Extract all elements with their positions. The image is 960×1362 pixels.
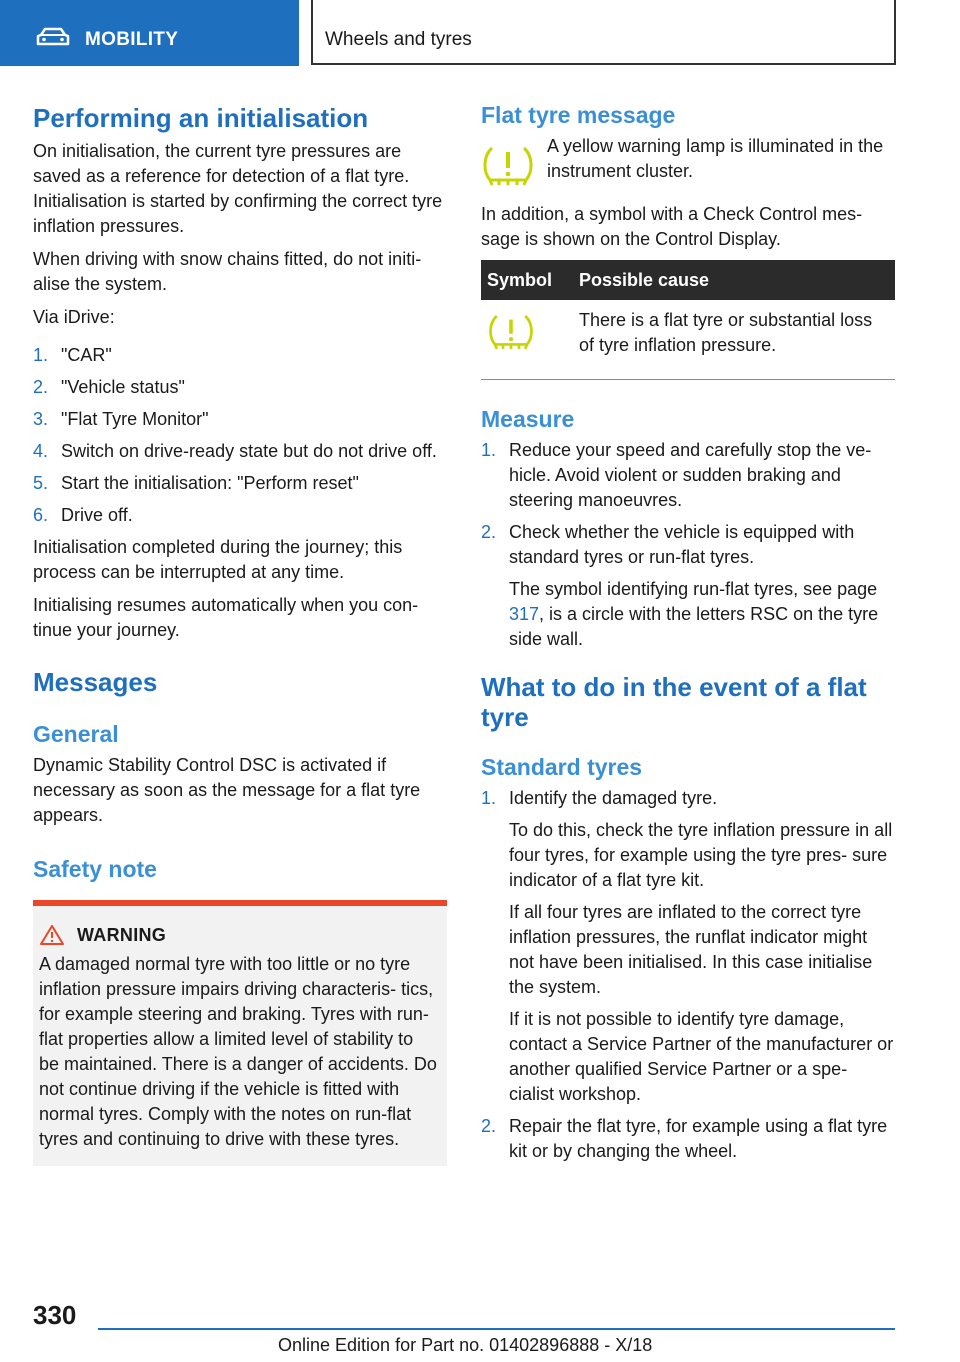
flat-paragraph: In addition, a symbol with a Check Control mes- sage is shown on the Control Display. [481,204,863,249]
symbol-table [481,260,895,380]
table-cell-cause: There is a flat tyre or substantial loss of tyre inflation pressure. [573,300,895,380]
list-item: 2. Repair the flat tyre, for example using a flat tyre kit or by changing the wheel. [481,1116,888,1161]
page-number: 330 [33,1300,77,1330]
section-title: MOBILITY [85,29,179,50]
page-link[interactable]: 317 [509,604,540,624]
car-icon [36,27,70,47]
list-item: 2. "Vehicle status" [33,377,185,397]
list-item: 6. Drive off. [33,505,133,525]
footer-divider [98,1328,895,1330]
list-item: 5. Start the initialisation: "Perform reset" [33,473,359,493]
init-paragraph-2: When driving with snow chains fitted, do not initi- alise the system. [33,249,422,294]
measure-list [481,438,895,652]
tyre-pressure-symbol-icon [487,310,535,354]
list-item: 1. Identify the damaged tyre. To do this, check the tyre inflation pressure in all four tyres, for example using the tyre pres- sure indicator of a flat tyre kit. If all four tyres are inflated to the correct tyre inflation pressures, the runflat indicator might not have been initialised. In this case initialise the system. If it is not possible to identify tyre damage, contact a Service Partner of the manufacturer or another qualified Service Partner or a spe- cialist workshop. [481,788,894,1104]
safety-note-heading: Safety note [33,856,157,882]
init-paragraph-3: Via iDrive: [33,307,115,327]
list-item: 1. Reduce your speed and carefully stop the ve- hicle. Avoid violent or sudden braking and steering manoeuvres. [481,440,872,510]
table-header-symbol: Symbol [481,260,573,300]
section-tab [0,0,299,66]
init-paragraph-1: On initialisation, the current tyre pressures are saved as a reference for detection of a flat tyre. Initialisation is started by confirming the correct tyre inflation pressures. [33,141,443,236]
init-paragraph-5: Initialising resumes automatically when you con- tinue your journey. [33,595,419,640]
chapter-title: Wheels and tyres [325,29,472,50]
warning-triangle-icon [39,924,65,946]
list-item: 4. Switch on drive-ready state but do not drive off. [33,441,437,461]
left-column [33,100,447,1166]
list-item: 3. "Flat Tyre Monitor" [33,409,209,429]
init-heading: Performing an initialisation [33,103,369,133]
chapter-tab [312,0,896,65]
warning-text: A damaged normal tyre with too little or no tyre inflation pressure impairs driving characteris- tics, for example steering and braking. Tyres with run-flat properties allow a limited level of stability to be maintained. There is a danger of accidents. Do not continue driving if the vehicle is fitted with normal tyres. Comply with the notes on run-flat tyres and continuing to drive with these tyres. [39,954,437,1149]
run-flat-note: The symbol identifying run-flat tyres, see page 317, is a circle with the letters RSC on the tyre side wall. [509,579,879,649]
standard-tyres-list [481,786,895,1164]
right-column [481,100,895,1171]
list-item: 2. Check whether the vehicle is equipped with standard tyres or run-flat tyres. The symbol identifying run-flat tyres, see page 317, is a circle with the letters RSC on the tyre side wall. [481,520,895,652]
init-steps-list [33,343,447,528]
warning-label: WARNING [77,924,167,945]
warning-box [33,900,447,1166]
flat-tyre-message-heading: Flat tyre message [481,102,676,128]
list-item: 1. "CAR" [33,345,112,365]
init-paragraph-4: Initialisation completed during the journey; this process can be interrupted at any time. [33,537,403,582]
general-paragraph: Dynamic Stability Control DSC is activated if necessary as soon as the message for a flat tyre appears. [33,755,421,825]
general-heading: General [33,721,119,747]
table-row [481,300,895,380]
standard-tyres-heading: Standard tyres [481,754,643,780]
measure-heading: Measure [481,406,575,432]
table-header-cause: Possible cause [573,260,895,300]
flat-tyre-event-heading: What to do in the event of a flat tyre [481,672,867,732]
messages-heading: Messages [33,667,158,697]
edition-text: Online Edition for Part no. 01402896888 - X/18 [278,1335,653,1355]
tyre-pressure-warning-icon [481,142,535,190]
flat-lamp-text: A yellow warning lamp is illuminated in the instrument cluster. [547,136,884,181]
